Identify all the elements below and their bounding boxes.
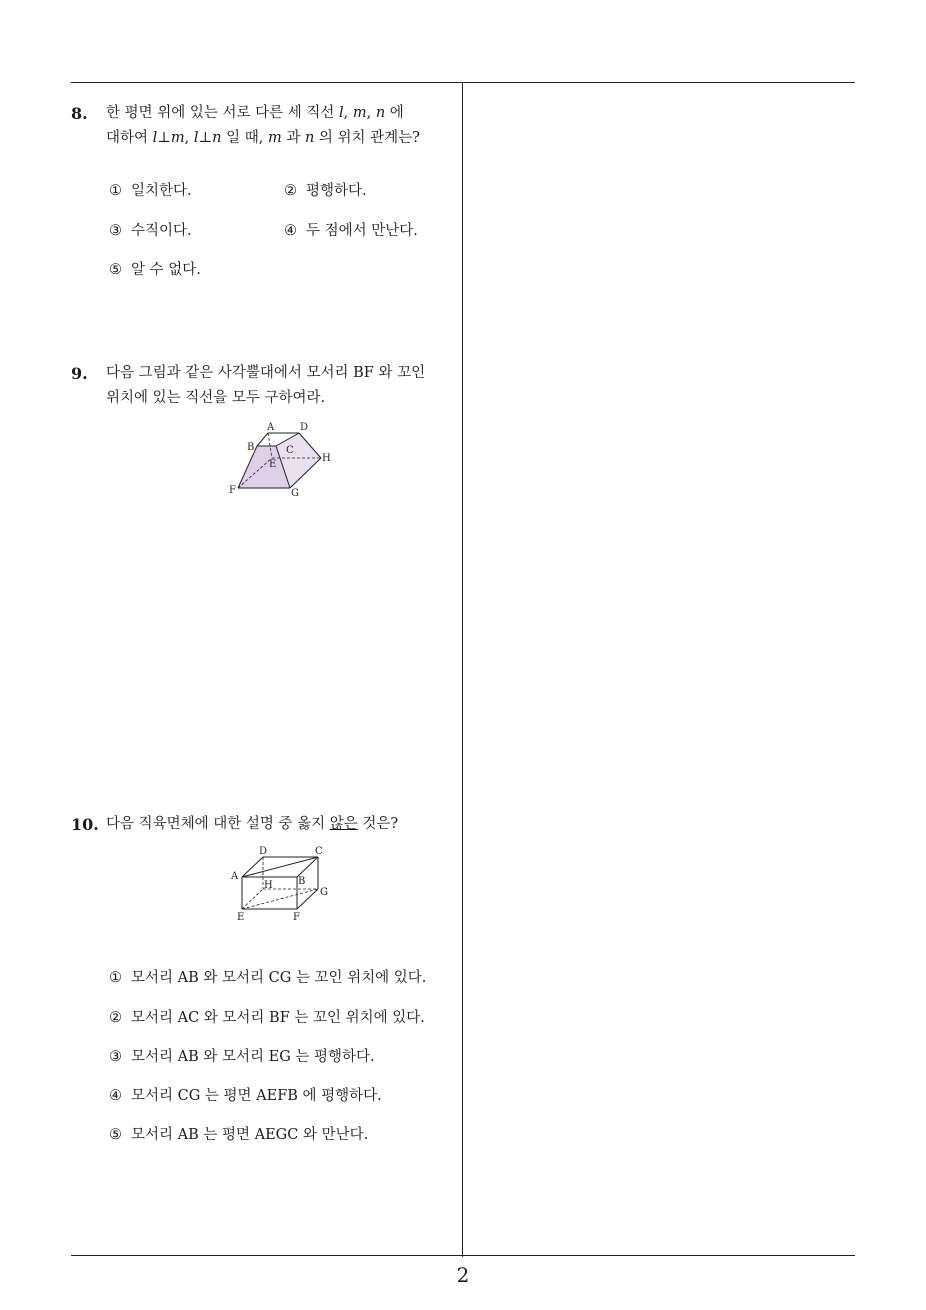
text-segment: 일 때, [221, 130, 268, 146]
page-number: 2 [456, 1263, 470, 1287]
choice-text: 일치한다. [131, 183, 192, 199]
text-segment: 다음 직육면체에 대한 설명 중 옳지 [106, 816, 330, 832]
problem-text [106, 361, 451, 411]
text-segment: 에 [385, 105, 404, 121]
frustum-figure [220, 418, 340, 503]
text-segment: 것은? [357, 816, 399, 832]
choice-text: 모서리 CG 는 평면 AEFB 에 평행하다. [131, 1088, 382, 1104]
problem-number: 10. [71, 815, 99, 834]
vertex-label-A: A [267, 422, 275, 433]
choice-1[interactable] [109, 966, 426, 987]
top-rule [71, 82, 855, 83]
problem-9 [71, 361, 451, 411]
choice-text: 수직이다. [131, 223, 192, 239]
bottom-rule [71, 1255, 855, 1256]
text-segment: , [366, 105, 376, 121]
choice-text: 알 수 없다. [131, 262, 201, 278]
text-segment: , [184, 130, 194, 146]
hidden-diagonal-EG [242, 889, 318, 909]
vertex-label-H: H [264, 880, 273, 891]
choice-mark: ③ [109, 223, 122, 239]
var-n: n [375, 105, 386, 121]
text-segment: 의 위치 관계는? [314, 130, 420, 146]
choice-4[interactable] [109, 1084, 382, 1105]
cuboid-figure [228, 844, 338, 926]
vertex-label-E: E [237, 912, 245, 923]
vertex-label-H: H [322, 453, 331, 464]
choice-text: 모서리 AB 는 평면 AEGC 와 만난다. [131, 1127, 369, 1143]
var-l: l [152, 130, 158, 146]
choice-2[interactable] [109, 1006, 425, 1027]
vertex-label-D: D [300, 422, 309, 433]
perp-symbol: ⊥ [198, 130, 213, 146]
vertex-label-C: C [286, 445, 294, 456]
choice-2[interactable] [284, 179, 367, 200]
vertex-label-F: F [293, 912, 300, 923]
problem-text-line-2 [106, 126, 451, 151]
problem-text-line-1 [106, 812, 451, 837]
problem-10 [71, 812, 451, 837]
vertex-label-B: B [298, 876, 306, 887]
underlined-text: 않은 [329, 816, 358, 832]
text-segment: 대하여 [106, 130, 153, 146]
var-n: n [212, 130, 222, 146]
var-m: m [267, 130, 282, 146]
var-l: l [193, 130, 199, 146]
choice-1[interactable] [109, 179, 192, 200]
choice-text: 평행하다. [306, 183, 367, 199]
problem-text [106, 101, 451, 151]
problem-number: 8. [71, 104, 88, 123]
problem-text-line-1 [106, 101, 451, 126]
problem-text [106, 812, 451, 837]
diagonal-AC [242, 857, 318, 877]
text-segment: 한 평면 위에 있는 서로 다른 세 직선 [106, 105, 339, 121]
edge-AB [257, 433, 268, 446]
choice-3[interactable] [109, 219, 192, 240]
var-l: l [338, 105, 344, 121]
choice-mark: ① [109, 183, 122, 199]
choice-text: 모서리 AC 와 모서리 BF 는 꼬인 위치에 있다. [131, 1010, 425, 1026]
choice-mark: ② [109, 1010, 122, 1026]
choice-text: 모서리 AB 와 모서리 CG 는 꼬인 위치에 있다. [131, 970, 427, 986]
vertex-label-G: G [291, 488, 299, 499]
text-segment: 과 [281, 130, 305, 146]
choice-mark: ⑤ [109, 1127, 122, 1143]
choice-4[interactable] [284, 219, 418, 240]
vertex-label-F: F [229, 485, 236, 496]
choice-mark: ① [109, 970, 122, 986]
choice-mark: ④ [109, 1088, 122, 1104]
column-divider [462, 82, 463, 1257]
choice-text: 모서리 AB 와 모서리 EG 는 평행하다. [131, 1049, 375, 1065]
choice-5[interactable] [109, 1123, 368, 1144]
choice-mark: ④ [284, 223, 297, 239]
problem-text-line-1: 다음 그림과 같은 사각뿔대에서 모서리 BF 와 꼬인 [106, 365, 426, 381]
vertex-label-D: D [259, 846, 268, 857]
vertex-label-G: G [320, 887, 328, 898]
vertex-label-E: E [269, 459, 277, 470]
vertex-label-C: C [315, 846, 323, 857]
var-n: n [304, 130, 315, 146]
vertex-label-A: A [231, 871, 239, 882]
problem-8 [71, 101, 451, 151]
problem-text-line-2: 위치에 있는 직선을 모두 구하여라. [106, 390, 326, 406]
vertex-label-B: B [247, 442, 255, 453]
choice-mark: ② [284, 183, 297, 199]
choice-text: 두 점에서 만난다. [306, 223, 418, 239]
var-m: m [352, 105, 367, 121]
perp-symbol: ⊥ [157, 130, 171, 146]
text-segment: , [343, 105, 353, 121]
choice-5[interactable] [109, 258, 201, 279]
choice-mark: ③ [109, 1049, 122, 1065]
choice-3[interactable] [109, 1045, 375, 1066]
choice-mark: ⑤ [109, 262, 122, 278]
problem-number: 9. [71, 364, 88, 383]
var-m: m [170, 130, 185, 146]
